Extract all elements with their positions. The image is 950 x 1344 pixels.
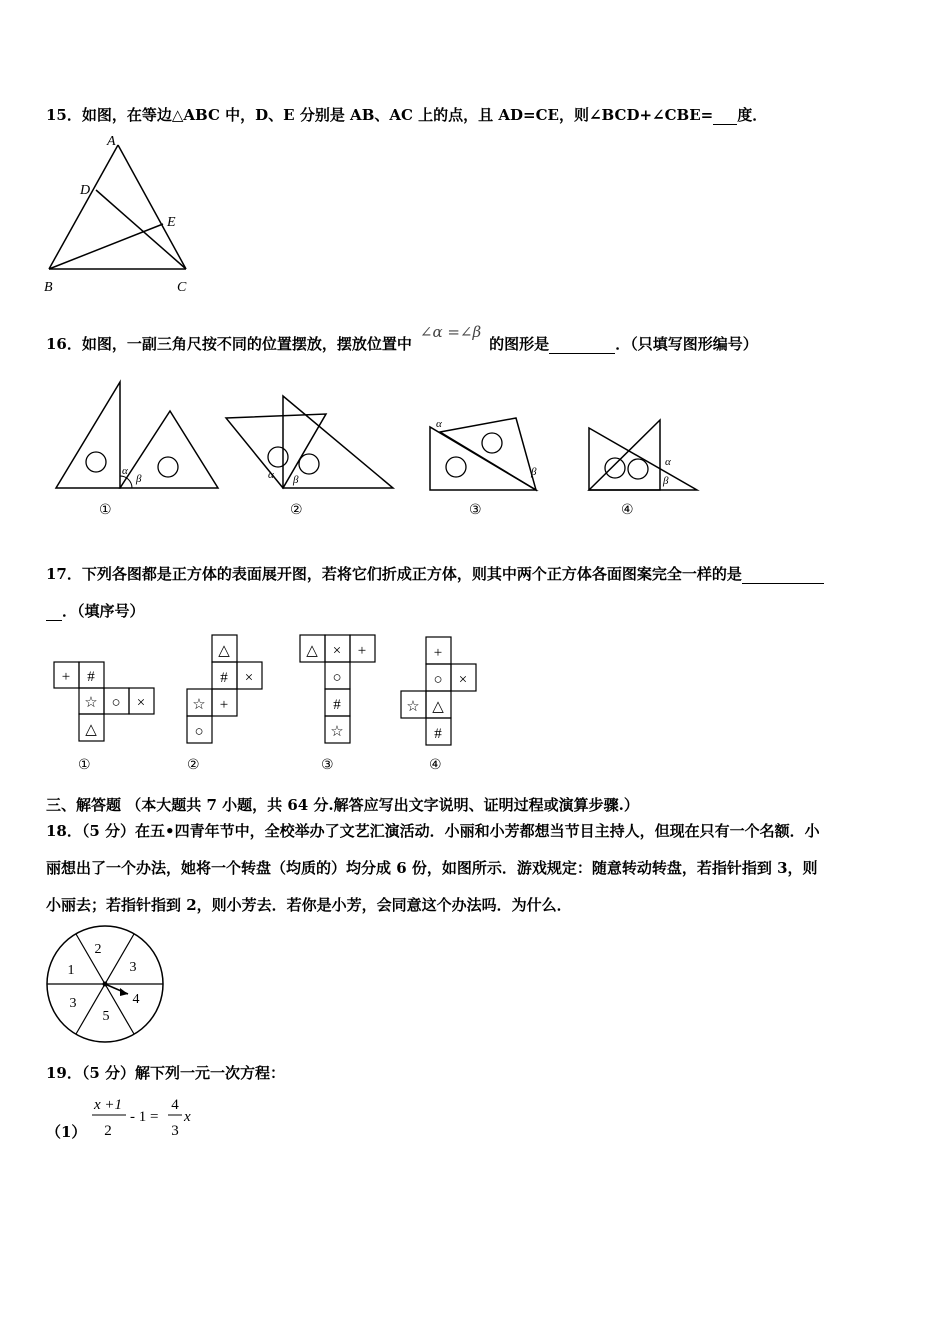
q17-n1-circle: ○ <box>111 695 121 711</box>
q15-text <box>46 104 767 125</box>
q17-blank-b[interactable] <box>46 602 62 621</box>
q17-n4-triangle: △ <box>432 699 444 715</box>
q17-line2-text: ．（填序号） <box>62 602 145 620</box>
q15-label-c: C <box>177 280 187 295</box>
q17-n4-hash: # <box>434 726 442 742</box>
q17-n3-circle: ○ <box>332 670 342 686</box>
q16-f2-alpha: α <box>268 469 274 481</box>
q17-n1-plus: + <box>61 669 71 685</box>
q16-f2-beta: β <box>293 474 299 486</box>
q16-label-2: ② <box>290 502 303 518</box>
q17-n3-hash: # <box>333 697 341 713</box>
q16-text-after: ．（只填写图形编号） <box>615 335 758 353</box>
q19-line1: 19．（5 分）解下列一元一次方程： <box>46 1064 286 1082</box>
q15-label-e: E <box>167 215 176 230</box>
q17-n2-plus: + <box>219 697 229 713</box>
q17-net-1 <box>54 662 154 744</box>
q15-label-b: B <box>44 280 53 295</box>
q17-label-4: ④ <box>429 757 442 773</box>
q17-n4-circle: ○ <box>433 672 443 688</box>
q19-sub1-label: （1） <box>46 1123 87 1141</box>
q17-n2-cross: × <box>244 670 254 686</box>
q17-label-1: ① <box>78 757 91 773</box>
q16-label-4: ④ <box>621 502 634 518</box>
q17-label-2: ② <box>187 757 200 773</box>
q18-line1: 18．（5 分）在五•四青年节中，全校举办了文艺汇演活动．小丽和小芳都想当节目主持人，但现在只有一个名额．小 <box>46 822 820 840</box>
q17-n3-plus: + <box>357 643 367 659</box>
q19-eq-variable: x <box>184 1109 191 1125</box>
q18-sector-5: 5 <box>102 1009 110 1024</box>
q16-f4-alpha: α <box>665 456 671 468</box>
q19-eq-frac-num: 4 <box>171 1097 179 1113</box>
q16-f4-beta: β <box>663 475 669 487</box>
q17-n1-triangle: △ <box>85 722 97 738</box>
q17-n3-triangle: △ <box>306 643 318 659</box>
q17-n2-triangle: △ <box>218 643 230 659</box>
q17-n4-cross: × <box>458 672 468 688</box>
q18-sector-3b: 3 <box>69 996 77 1011</box>
q17-n2-circle: ○ <box>194 724 204 740</box>
q17-n3-cross: × <box>332 643 342 659</box>
section3-heading: 三、解答题 （本大题共 7 小题，共 64 分.解答应写出文字说明、证明过程或演算步骤.） <box>46 796 639 814</box>
q16-text <box>46 323 758 354</box>
q18-sector-3a: 3 <box>129 960 137 975</box>
q17-n3-star: ☆ <box>330 724 344 740</box>
q17-n4-plus: + <box>433 645 443 661</box>
q16-f3-beta: β <box>531 466 537 478</box>
q17-line1-text: 17．下列各图都是正方体的表面展开图，若将它们折成正方体，则其中两个正方体各面图案完全一样的是 <box>46 565 742 583</box>
q18-spinner <box>44 924 168 1046</box>
q17-line2 <box>46 600 145 621</box>
q19-eq-frac-den: 3 <box>171 1123 179 1139</box>
q15-label-a: A <box>107 134 116 149</box>
q15-label-d: D <box>80 183 91 198</box>
q18-line2: 丽想出了一个办法，她将一个转盘（均质的）均分成 6 份，如图所示．游戏规定：随意转动转盘，若指针指到 3，则 <box>46 859 818 877</box>
q15-text-before: 15．如图，在等边△ABC 中，D、E 分别是 AB、AC 上的点，且 AD=CE，则∠BCD+∠CBE= <box>46 106 714 124</box>
q19-eq-denominator: 2 <box>104 1123 112 1139</box>
q16-f3-alpha: α <box>436 418 442 430</box>
q17-n1-star: ☆ <box>84 695 98 711</box>
q17-n4-star: ☆ <box>406 699 420 715</box>
q16-figure-1 <box>54 378 224 493</box>
q19-eq-middle: - 1 = <box>130 1109 159 1125</box>
q16-f1-alpha: α <box>122 465 128 477</box>
q16-label-1: ① <box>99 502 112 518</box>
q17-net-4 <box>401 637 477 747</box>
q16-figure-2 <box>222 392 397 492</box>
q16-text-before: 16．如图，一副三角尺按不同的位置摆放，摆放位置中 <box>46 335 412 353</box>
q15-triangle-figure <box>40 130 210 300</box>
q17-n2-hash: # <box>220 670 228 686</box>
q17-n1-cross: × <box>136 695 146 711</box>
q15-text-after: 度． <box>737 106 768 124</box>
q18-line3: 小丽去；若指针指到 2，则小芳去．若你是小芳，会同意这个办法吗．为什么． <box>46 896 572 914</box>
q15-blank[interactable] <box>713 106 737 125</box>
q17-blank-a[interactable] <box>742 565 824 584</box>
q18-sector-1: 1 <box>67 963 75 978</box>
q16-f1-beta: β <box>136 473 142 485</box>
q17-label-3: ③ <box>321 757 334 773</box>
q18-sector-4: 4 <box>132 992 140 1007</box>
q19-equation <box>86 1092 206 1144</box>
q16-figure-4 <box>585 418 703 494</box>
q16-blank[interactable] <box>549 335 615 354</box>
q17-net-2 <box>187 635 263 745</box>
q17-n2-star: ☆ <box>192 697 206 713</box>
q16-label-3: ③ <box>469 502 482 518</box>
q16-figure-3 <box>426 412 546 494</box>
q17-net-3 <box>300 635 376 745</box>
q16-formula: ∠α =∠β <box>419 323 482 341</box>
q17-line1 <box>46 563 824 584</box>
q19-eq-numerator: x +1 <box>93 1097 123 1113</box>
q18-sector-2: 2 <box>94 942 102 957</box>
q16-text-mid: 的图形是 <box>489 335 550 353</box>
q17-n1-hash: # <box>87 669 95 685</box>
